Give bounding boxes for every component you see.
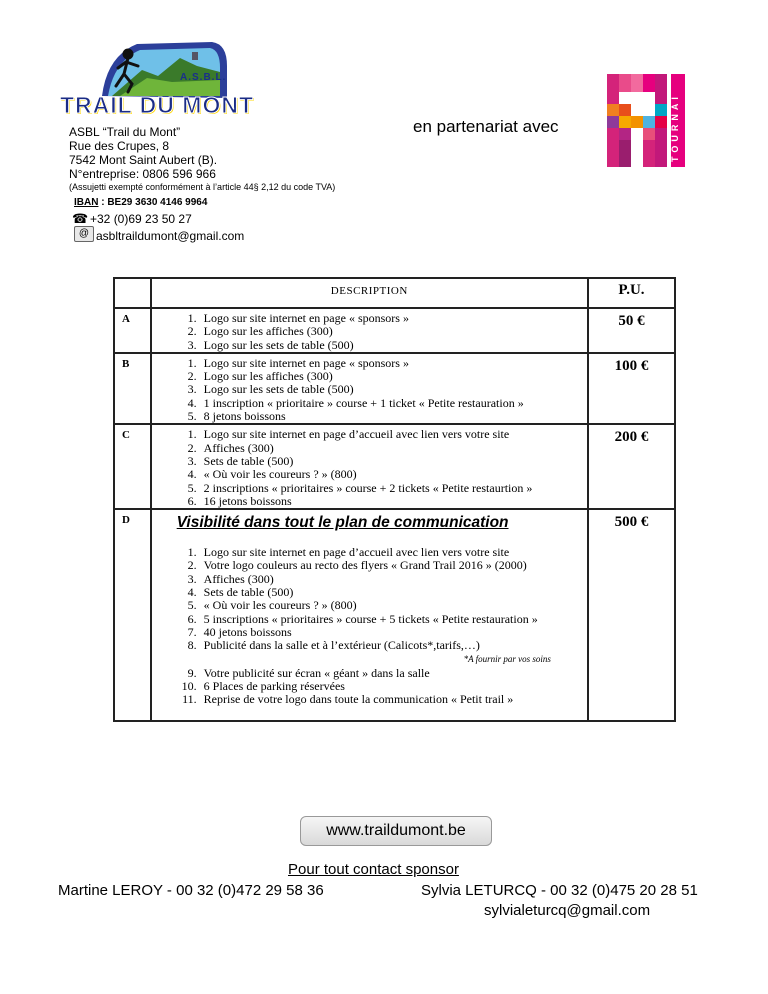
address-line-4: N°entreprise: 0806 596 966	[69, 167, 216, 181]
logo-text: TRAIL DU MONT	[60, 92, 255, 118]
row-price: 500 €	[614, 514, 649, 531]
item-list	[152, 428, 587, 508]
contact-martine: Martine LEROY - 00 32 (0)472 29 58 36	[58, 882, 324, 899]
iban	[74, 197, 207, 208]
table-row	[114, 424, 675, 509]
row-letter: B	[122, 357, 130, 370]
list-item: 11. Reprise de votre logo dans toute la communication « Petit trail »	[200, 693, 587, 706]
row-price: 100 €	[614, 357, 649, 374]
list-item: 2. Logo sur les affiches (300)	[200, 370, 587, 383]
list-item: 1. Logo sur site internet en page d’accueil avec lien vers votre site	[200, 546, 587, 559]
pricing-table	[113, 277, 676, 722]
list-item: 7. 40 jetons boissons	[200, 626, 587, 639]
vat-exempt-note: (Assujetti exempté conformément à l’article 44§ 2,12 du code TVA)	[69, 182, 336, 192]
footnote: *A fournir par vos soins	[463, 653, 551, 664]
list-item: 5. 8 jetons boissons	[200, 410, 587, 423]
list-item: 5. « Où voir les coureurs ? » (800)	[200, 599, 587, 612]
iban-value: : BE29 3630 4146 9964	[98, 197, 208, 208]
header-empty-cell	[114, 278, 151, 308]
list-item: 3. Affiches (300)	[200, 573, 587, 586]
address-line-1: ASBL “Trail du Mont”	[69, 125, 181, 139]
list-item: 1. Logo sur site internet en page « sponsors »	[200, 312, 587, 325]
contact-sylvia: Sylvia LETURCQ - 00 32 (0)475 20 28 51	[421, 882, 698, 899]
list-item: 1. Logo sur site internet en page d’accueil avec lien vers votre site	[200, 428, 587, 441]
list-item: 2. Votre logo couleurs au recto des flyers « Grand Trail 2016 » (2000)	[200, 559, 587, 572]
list-item: 3. Logo sur les sets de table (500)	[200, 339, 587, 352]
list-item: 5. 2 inscriptions « prioritaires » course + 2 tickets « Petite restaurtion »	[200, 482, 587, 495]
tournai-text: TOURNAI	[670, 93, 680, 162]
phone-icon: ☎	[72, 211, 89, 226]
list-item: 3. Logo sur les sets de table (500)	[200, 383, 587, 396]
partner-text: en partenariat avec	[413, 117, 559, 136]
item-list-continued	[152, 667, 587, 707]
table-header-row	[114, 278, 675, 308]
package-title: Visibilité dans tout le plan de communication	[176, 514, 509, 532]
table-row	[114, 308, 675, 353]
email-address[interactable]: asbltraildumont@gmail.com	[96, 229, 245, 243]
website-button[interactable]: www.traildumont.be	[300, 816, 492, 846]
header-unit-price: P.U.	[588, 278, 675, 308]
item-list	[152, 546, 587, 652]
row-letter: A	[122, 313, 130, 325]
table-row	[114, 353, 675, 424]
list-item: 6. 5 inscriptions « prioritaires » course + 5 tickets « Petite restauration »	[200, 613, 587, 626]
row-price: 50 €	[618, 313, 645, 329]
list-item: 1. Logo sur site internet en page « sponsors »	[200, 357, 587, 370]
email-icon: @	[74, 226, 94, 242]
row-letter: C	[122, 429, 130, 442]
list-item: 2. Logo sur les affiches (300)	[200, 325, 587, 338]
list-item: 8. Publicité dans la salle et à l’extérieur (Calicots*,tarifs,…)	[200, 639, 587, 652]
address-line-3: 7542 Mont Saint Aubert (B).	[69, 153, 218, 167]
list-item: 4. Sets de table (500)	[200, 586, 587, 599]
contact-title: Pour tout contact sponsor	[288, 861, 459, 878]
list-item: 4. « Où voir les coureurs ? » (800)	[200, 468, 587, 481]
tournai-logo	[607, 74, 687, 167]
asbl-label: A.S.B.L.	[180, 72, 227, 83]
row-price: 200 €	[614, 429, 649, 446]
phone-number: +32 (0)69 23 50 27	[90, 212, 192, 226]
table-row	[114, 509, 675, 721]
item-list	[152, 312, 587, 352]
list-item: 6. 16 jetons boissons	[200, 495, 587, 508]
list-item: 4. 1 inscription « prioritaire » course + 1 ticket « Petite restauration »	[200, 397, 587, 410]
iban-label: IBAN	[74, 197, 99, 208]
list-item: 3. Sets de table (500)	[200, 455, 587, 468]
list-item: 2. Affiches (300)	[200, 442, 587, 455]
contact-email[interactable]: sylvialeturcq@gmail.com	[484, 902, 651, 919]
list-item: 10. 6 Places de parking réservées	[200, 680, 587, 693]
header-description: DESCRIPTION	[151, 278, 588, 308]
row-letter: D	[122, 514, 130, 527]
item-list	[152, 357, 587, 423]
list-item: 9. Votre publicité sur écran « géant » dans la salle	[200, 667, 587, 680]
address-line-2: Rue des Crupes, 8	[69, 139, 170, 153]
